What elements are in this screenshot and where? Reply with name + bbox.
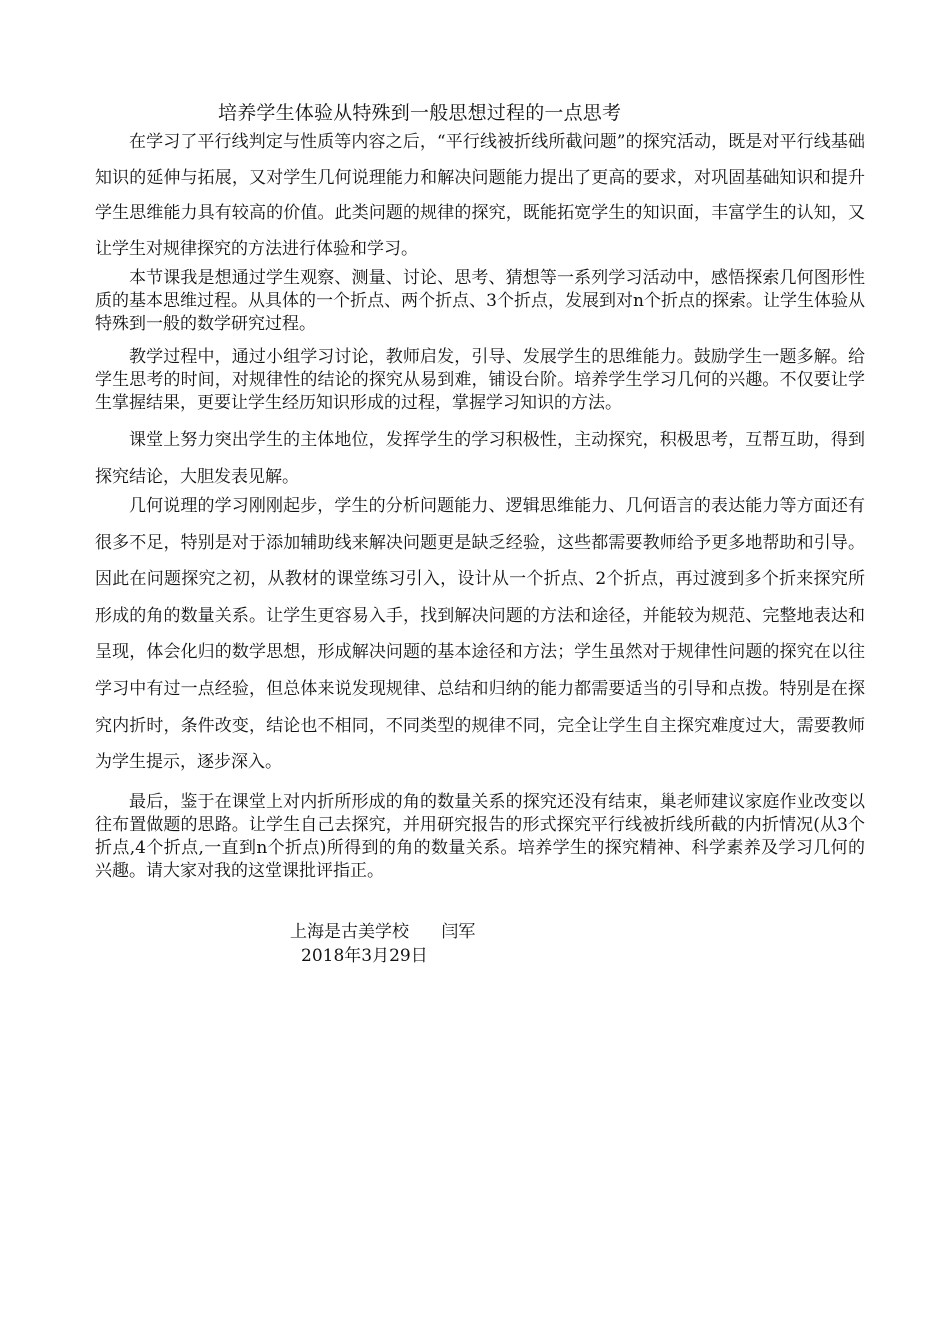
signature-date: 2018年3月29日	[301, 946, 428, 966]
paragraph-teaching-process: 教学过程中，通过小组学习讨论，教师启发，引导、发展学生的思维能力。鼓励学生一题多解。给学生思考的时间，对规律性的结论的探究从易到难，铺设台阶。培养学生学习几何的兴趣。不仅要让学生掌握结果，更要让学生经历知识形成的过程，掌握学习知识的方法。	[95, 347, 865, 413]
paragraph-geometry-reasoning: 几何说理的学习刚刚起步，学生的分析问题能力、逻辑思维能力、几何语言的表达能力等方面还有很多不足，特别是对于添加辅助线来解决问题更是缺乏经验，这些都需要教师给予更多地帮助和引导。因此在问题探究之初，从教材的课堂练习引入，设计从一个折点、2个折点，再过渡到多个折来探究所形成的角的数量关系。让学生更容易入手，找到解决问题的方法和途径，并能较为规范、完整地表达和呈现，体会化归的数学思想，形成解决问题的基本途径和方法；学生虽然对于规律性问题的探究在以往学习中有过一点经验，但总体来说发现规律、总结和归纳的能力都需要适当的引导和点拨。特别是在探究内折时，条件改变，结论也不相同，不同类型的规律不同，完全让学生自主探究难度过大，需要教师为学生提示，逐步深入。	[95, 496, 865, 773]
paragraph-intro: 在学习了平行线判定与性质等内容之后，“平行线被折线所截问题”的探究活动，既是对平行线基础知识的延伸与拓展，又对学生几何说理能力和解决问题能力提出了更高的要求，对巩固基础知识和提升学生思维能力具有较高的价值。此类问题的规律的探究，既能拓宽学生的知识面，丰富学生的认知，又让学生对规律探究的方法进行体验和学习。	[95, 132, 865, 259]
paragraph-conclusion: 最后，鉴于在课堂上对内折所形成的角的数量关系的探究还没有结束，巢老师建议家庭作业改变以往布置做题的思路。让学生自己去探究，并用研究报告的形式探究平行线被折线所截的内折情况(从3个折点,4个折点,一直到n个折点)所得到的角的数量关系。培养学生的探究精神、科学素养及学习几何的兴趣。请大家对我的这堂课批评指正。	[95, 792, 865, 881]
document-title: 培养学生体验从特殊到一般思想过程的一点思考	[218, 102, 622, 124]
signature-school-author: 上海是古美学校 闫军	[290, 922, 476, 942]
paragraph-lesson-goal: 本节课我是想通过学生观察、测量、讨论、思考、猜想等一系列学习活动中，感悟探索几何图形性质的基本思维过程。从具体的一个折点、两个折点、3个折点，发展到对n个折点的探索。让学生体验从特殊到一般的数学研究过程。	[95, 268, 865, 334]
paragraph-student-role: 课堂上努力突出学生的主体地位，发挥学生的学习积极性，主动探究，积极思考，互帮互助，得到探究结论，大胆发表见解。	[95, 430, 865, 487]
